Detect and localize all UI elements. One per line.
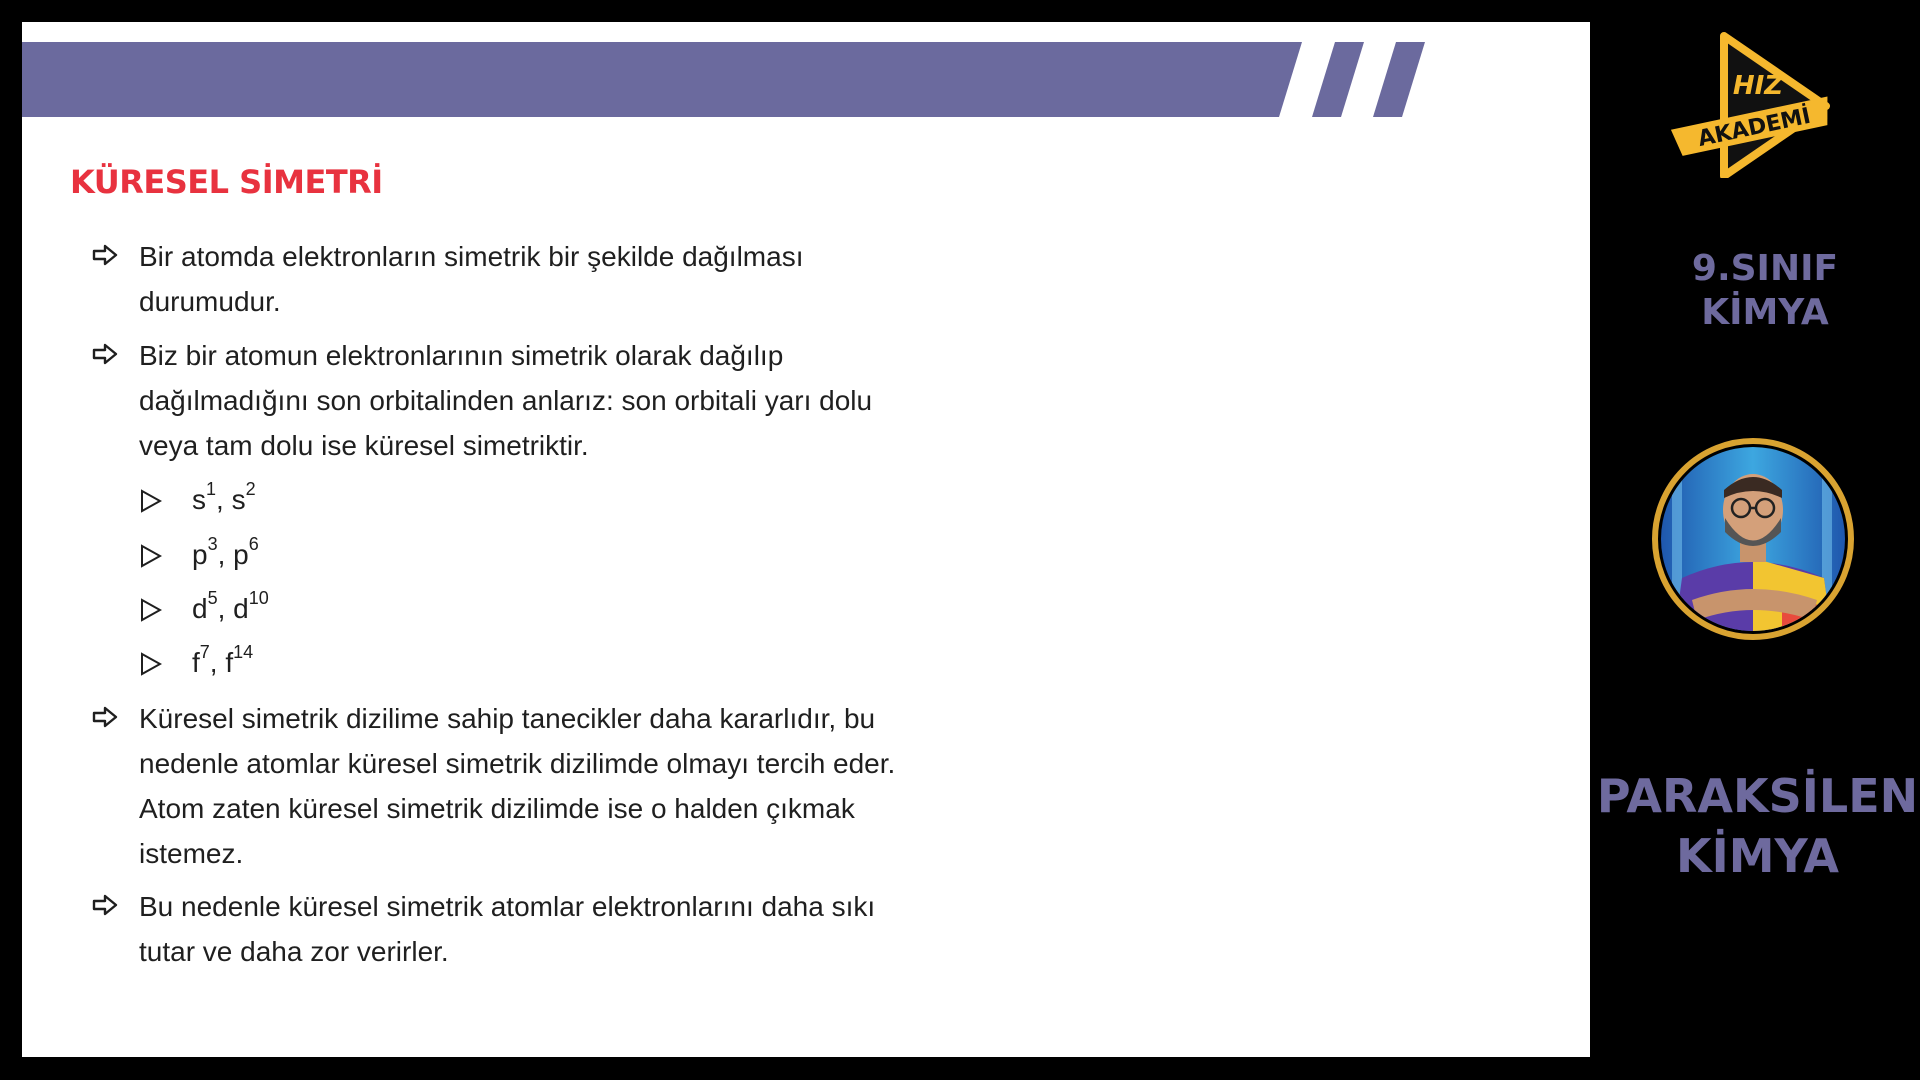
brand-line2: KİMYA — [1675, 829, 1840, 883]
slide — [22, 22, 1590, 1057]
slide-title: KÜRESEL SİMETRİ — [70, 163, 383, 201]
grade-line2: KİMYA — [1701, 292, 1829, 333]
teacher-avatar — [1652, 428, 1854, 650]
config-text: $f^7$, $f^{14}$ — [192, 641, 254, 678]
grade-line1: 9.SINIF — [1691, 248, 1839, 289]
triangle-outline-icon — [140, 598, 162, 622]
bullet-text: Bir atomda elektronların simetrik bir şekilde dağılması durumudur. — [139, 241, 804, 317]
hollow-arrow-icon — [92, 892, 118, 918]
header-banner — [22, 42, 1452, 117]
logo-text-line1: HIZ — [1732, 71, 1784, 101]
triangle-outline-icon — [140, 652, 162, 676]
hiz-akademi-logo — [1668, 28, 1838, 178]
logo-text-line2: AKADEMİ — [1695, 103, 1813, 153]
triangle-outline-icon — [140, 489, 162, 513]
bullet-item — [92, 333, 922, 468]
config-text: $d^5$, $d^{10}$ — [192, 587, 269, 624]
bullet-item — [92, 234, 922, 324]
brand-line1: PARAKSİLEN — [1596, 769, 1919, 823]
bullet-text: Küresel simetrik dizilime sahip tanecikler daha kararlıdır, bu nedenle atomlar küresel simetrik dizilimde olmayı tercih eder. Atom zaten küresel simetrik dizilimde ise o halden çıkmak istemez. — [139, 703, 896, 869]
bullet-text: Biz bir atomun elektronlarının simetrik olarak dağılıp dağılmadığını son orbitalinden anlarız: son orbitali yarı dolu veya tam dolu ise küresel simetriktir. — [139, 340, 873, 461]
hollow-arrow-icon — [92, 242, 118, 268]
triangle-outline-icon — [140, 544, 162, 568]
hollow-arrow-icon — [92, 704, 118, 730]
hollow-arrow-icon — [92, 341, 118, 367]
config-text: $s^1$, $s^2$ — [192, 478, 256, 515]
bullet-item — [92, 884, 922, 974]
config-text: $p^3$, $p^6$ — [192, 533, 259, 570]
bullet-text: Bu nedenle küresel simetrik atomlar elektronlarını daha sıkı tutar ve daha zor verirler. — [139, 891, 876, 967]
bullet-item — [92, 696, 922, 876]
